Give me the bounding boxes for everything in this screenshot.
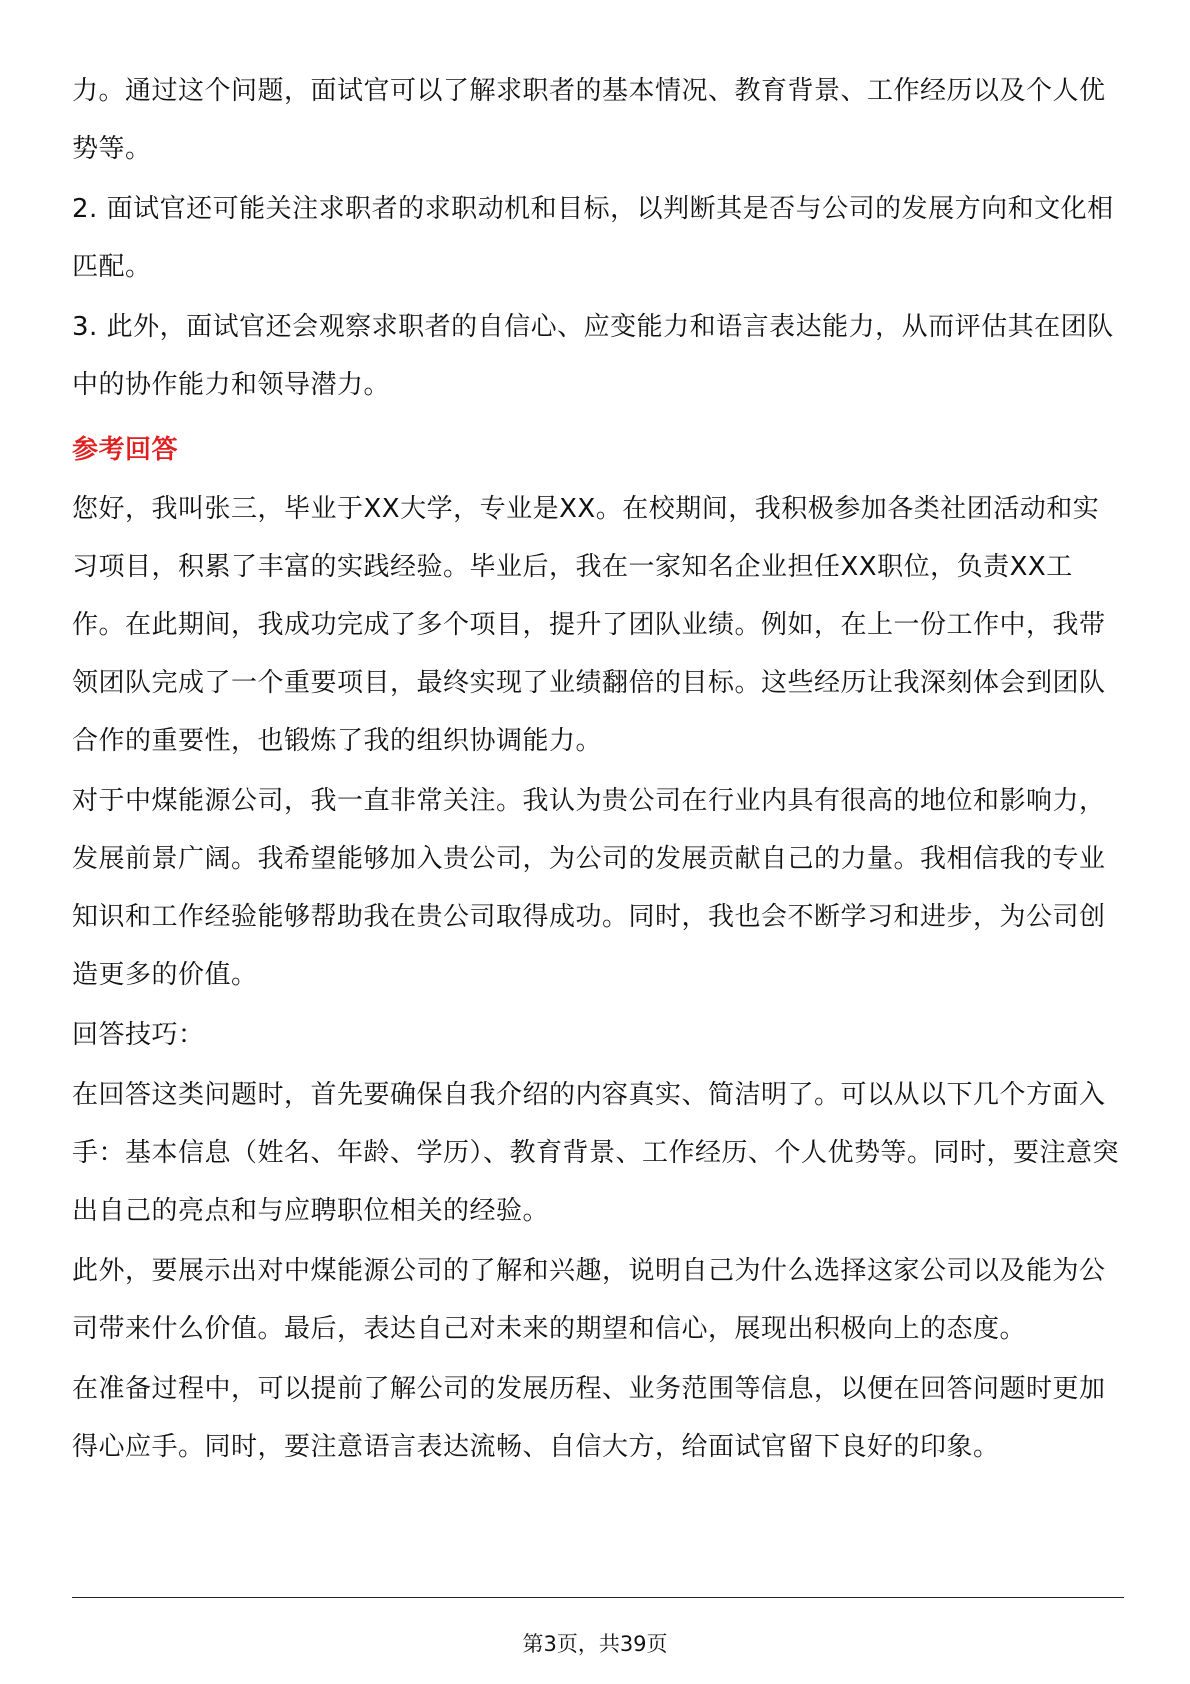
paragraph-point-2: 2. 面试官还可能关注求职者的求职动机和目标，以判断其是否与公司的发展方向和文化相匹配。 <box>72 194 1114 282</box>
page-number: 第3页，共39页 <box>522 1632 668 1656</box>
footer-divider <box>72 1597 1124 1598</box>
paragraph-tips-content-3: 在准备过程中，可以提前了解公司的发展历程、业务范围等信息，以便在回答问题时更加得心应手。同时，要注意语言表达流畅、自信大方，给面试官留下良好的印象。 <box>72 1374 1106 1462</box>
paragraph-tips-content-1: 在回答这类问题时，首先要确保自我介绍的内容真实、简洁明了。可以从以下几个方面入手：基本信息（姓名、年龄、学历）、教育背景、工作经历、个人优势等。同时，要注意突出自己的亮点和与应聘职位相关的经验。 <box>72 1080 1120 1226</box>
paragraph-point-3: 3. 此外，面试官还会观察求职者的自信心、应变能力和语言表达能力，从而评估其在团队中的协作能力和领导潜力。 <box>72 312 1114 400</box>
page-body <box>72 62 1124 1478</box>
paragraph-tips-label: 回答技巧： <box>72 1020 205 1050</box>
paragraph-tips-content-2: 此外，要展示出对中煤能源公司的了解和兴趣，说明自己为什么选择这家公司以及能为公司带来什么价值。最后，表达自己对未来的期望和信心，展现出积极向上的态度。 <box>72 1256 1106 1344</box>
paragraph-answer-company-interest: 对于中煤能源公司，我一直非常关注。我认为贵公司在行业内具有很高的地位和影响力，发展前景广阔。我希望能够加入贵公司，为公司的发展贡献自己的力量。我相信我的专业知识和工作经验能够帮助我在贵公司取得成功。同时，我也会不断学习和进步，为公司创造更多的价值。 <box>72 786 1106 990</box>
paragraph-intro-continuation: 力。通过这个问题，面试官可以了解求职者的基本情况、教育背景、工作经历以及个人优势等。 <box>72 76 1106 164</box>
paragraph-answer-self-intro: 您好，我叫张三，毕业于XX大学，专业是XX。在校期间，我积极参加各类社团活动和实习项目，积累了丰富的实践经验。毕业后，我在一家知名企业担任XX职位，负责XX工作。在此期间，我成功完成了多个项目，提升了团队业绩。例如，在上一份工作中，我带领团队完成了一个重要项目，最终实现了业绩翻倍的目标。这些经历让我深刻体会到团队合作的重要性，也锻炼了我的组织协调能力。 <box>72 494 1106 756</box>
section-heading-reference-answer: 参考回答 <box>72 435 179 465</box>
